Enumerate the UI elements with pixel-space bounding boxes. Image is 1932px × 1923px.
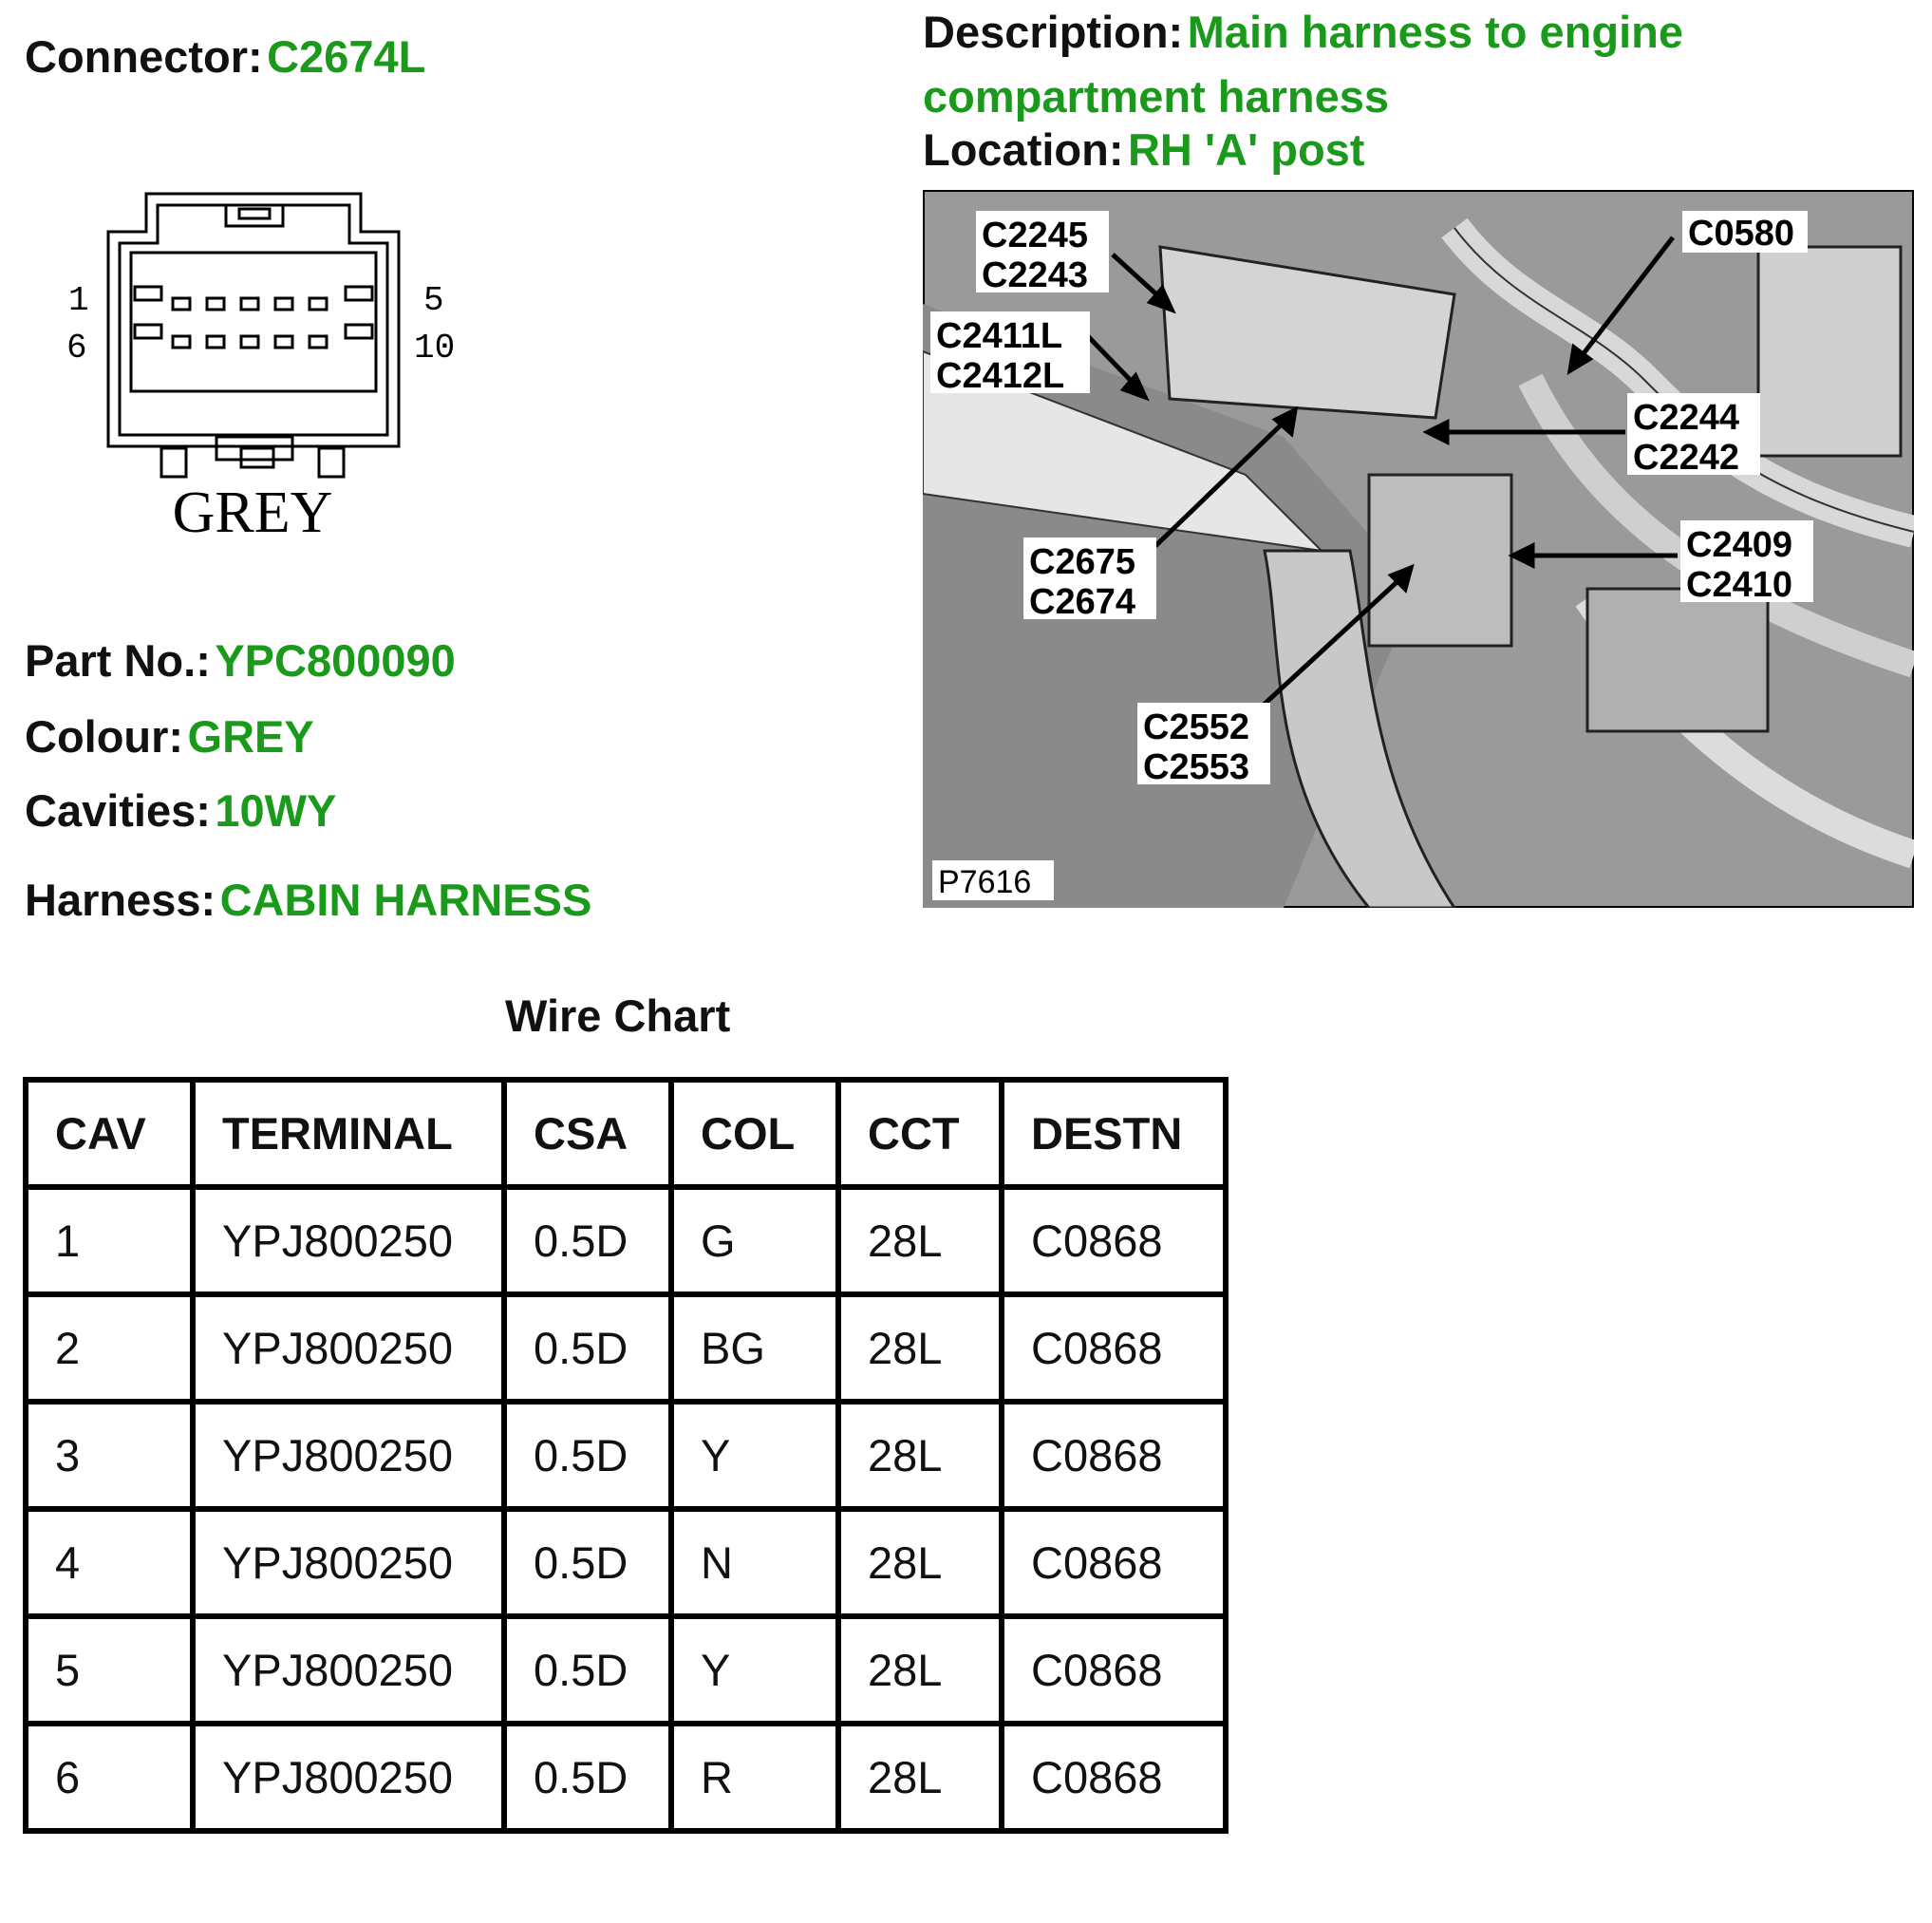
cavity-12 xyxy=(275,336,292,348)
connector-foot-mid xyxy=(241,448,273,467)
cell-terminal: YPJ800250 xyxy=(193,1402,504,1509)
description-value-line2: compartment harness xyxy=(923,71,1390,122)
connector-inner-shell xyxy=(120,205,387,435)
cavity-14 xyxy=(346,325,372,338)
cell-destn: C0868 xyxy=(1002,1509,1226,1616)
connector-cavity-area xyxy=(131,253,376,391)
connector-latch-inner xyxy=(239,209,270,218)
callout-c2242: C2242 xyxy=(1633,438,1739,478)
cell-col: Y xyxy=(671,1616,838,1724)
cavity-9 xyxy=(173,336,190,348)
cell-col: G xyxy=(671,1187,838,1294)
harness-label: Harness: xyxy=(25,875,216,925)
cell-terminal: YPJ800250 xyxy=(193,1724,504,1831)
part-no-value: YPC800090 xyxy=(215,635,456,686)
cell-cct: 28L xyxy=(838,1294,1002,1402)
connector-value: C2674L xyxy=(267,31,426,82)
cell-terminal: YPJ800250 xyxy=(193,1294,504,1402)
callout-c2410: C2410 xyxy=(1686,565,1792,605)
cell-col: N xyxy=(671,1509,838,1616)
table-row xyxy=(26,1294,1226,1402)
header-terminal: TERMINAL xyxy=(193,1080,504,1187)
cell-destn: C0868 xyxy=(1002,1724,1226,1831)
cavity-8 xyxy=(135,325,161,338)
connector-field xyxy=(25,30,425,83)
harness-value: CABIN HARNESS xyxy=(219,875,592,925)
pin-label-5: 5 xyxy=(423,281,444,320)
location-label: Location: xyxy=(923,124,1124,175)
connector-foot-left xyxy=(161,448,186,477)
callout-c2552: C2552 xyxy=(1143,707,1249,747)
description-label: Description: xyxy=(923,7,1184,57)
connector-label: Connector: xyxy=(25,31,263,82)
cell-cav: 4 xyxy=(26,1509,193,1616)
description-field xyxy=(923,6,1683,135)
cell-cav: 6 xyxy=(26,1724,193,1831)
harness-field xyxy=(25,874,591,926)
cavity-2 xyxy=(173,298,190,310)
cavity-4 xyxy=(241,298,258,310)
cell-cav: 5 xyxy=(26,1616,193,1724)
header-cav: CAV xyxy=(26,1080,193,1187)
pin-label-1: 1 xyxy=(68,281,89,320)
colour-value: GREY xyxy=(187,711,314,762)
callout-c0580: C0580 xyxy=(1688,214,1794,254)
part-no-label: Part No.: xyxy=(25,635,211,686)
cavity-1 xyxy=(135,287,161,300)
cell-cct: 28L xyxy=(838,1509,1002,1616)
callout-c2412l: C2412L xyxy=(936,356,1065,396)
header-csa: CSA xyxy=(504,1080,671,1187)
callout-c2674: C2674 xyxy=(1029,582,1135,622)
diagram-colour-label: GREY xyxy=(172,481,333,545)
cavity-13 xyxy=(309,336,327,348)
location-field xyxy=(923,123,1364,176)
callout-c2553: C2553 xyxy=(1143,747,1249,787)
table-row xyxy=(26,1509,1226,1616)
callout-c2243: C2243 xyxy=(982,255,1088,295)
pin-label-6: 6 xyxy=(66,329,87,368)
connector-outer-shell xyxy=(108,194,399,446)
cell-cav: 1 xyxy=(26,1187,193,1294)
part-no-field xyxy=(25,634,456,687)
header-col: COL xyxy=(671,1080,838,1187)
cell-destn: C0868 xyxy=(1002,1294,1226,1402)
table-row xyxy=(26,1187,1226,1294)
callout-c2409: C2409 xyxy=(1686,525,1792,565)
cavity-6 xyxy=(309,298,327,310)
cell-col: Y xyxy=(671,1402,838,1509)
callout-c2675: C2675 xyxy=(1029,542,1135,582)
cell-cct: 28L xyxy=(838,1187,1002,1294)
cell-col: BG xyxy=(671,1294,838,1402)
cell-csa: 0.5D xyxy=(504,1509,671,1616)
cell-cav: 3 xyxy=(26,1402,193,1509)
cell-cct: 28L xyxy=(838,1402,1002,1509)
cavity-3 xyxy=(207,298,224,310)
table-row xyxy=(26,1724,1226,1831)
cell-terminal: YPJ800250 xyxy=(193,1616,504,1724)
cavity-11 xyxy=(241,336,258,348)
photo-connector-block-2 xyxy=(1587,589,1768,731)
pin-label-10: 10 xyxy=(414,329,456,368)
cavities-value: 10WY xyxy=(215,785,337,836)
cell-destn: C0868 xyxy=(1002,1187,1226,1294)
cavities-field xyxy=(25,784,336,837)
cell-col: R xyxy=(671,1724,838,1831)
cavity-7 xyxy=(346,287,372,300)
cavity-5 xyxy=(275,298,292,310)
colour-label: Colour: xyxy=(25,711,184,762)
cell-terminal: YPJ800250 xyxy=(193,1509,504,1616)
cell-destn: C0868 xyxy=(1002,1402,1226,1509)
header-destn: DESTN xyxy=(1002,1080,1226,1187)
cell-csa: 0.5D xyxy=(504,1187,671,1294)
cell-csa: 0.5D xyxy=(504,1402,671,1509)
cell-destn: C0868 xyxy=(1002,1616,1226,1724)
photo-connector-block xyxy=(1369,475,1511,646)
cell-terminal: YPJ800250 xyxy=(193,1187,504,1294)
callout-c2244: C2244 xyxy=(1633,398,1739,438)
wire-chart-title: Wire Chart xyxy=(505,990,731,1041)
cell-cav: 2 xyxy=(26,1294,193,1402)
table-row xyxy=(26,1616,1226,1724)
connector-face-diagram xyxy=(57,180,456,560)
cell-cct: 28L xyxy=(838,1724,1002,1831)
table-row xyxy=(26,1402,1226,1509)
connector-foot-right xyxy=(319,448,344,477)
callout-c2411l: C2411L xyxy=(936,316,1063,356)
description-value-line1: Main harness to engine xyxy=(1187,7,1683,57)
cell-cct: 28L xyxy=(838,1616,1002,1724)
callout-c2245: C2245 xyxy=(982,216,1088,255)
photo-ref-label: P7616 xyxy=(938,864,1032,900)
cell-csa: 0.5D xyxy=(504,1724,671,1831)
header-cct: CCT xyxy=(838,1080,1002,1187)
location-value: RH 'A' post xyxy=(1127,124,1365,175)
cavity-10 xyxy=(207,336,224,348)
wire-chart-table xyxy=(23,1077,1229,1834)
photo-relay-block xyxy=(1758,247,1901,456)
table-header-row xyxy=(26,1080,1226,1187)
colour-field xyxy=(25,710,314,763)
location-photo xyxy=(923,190,1914,908)
cell-csa: 0.5D xyxy=(504,1616,671,1724)
cavities-label: Cavities: xyxy=(25,785,211,836)
cell-csa: 0.5D xyxy=(504,1294,671,1402)
